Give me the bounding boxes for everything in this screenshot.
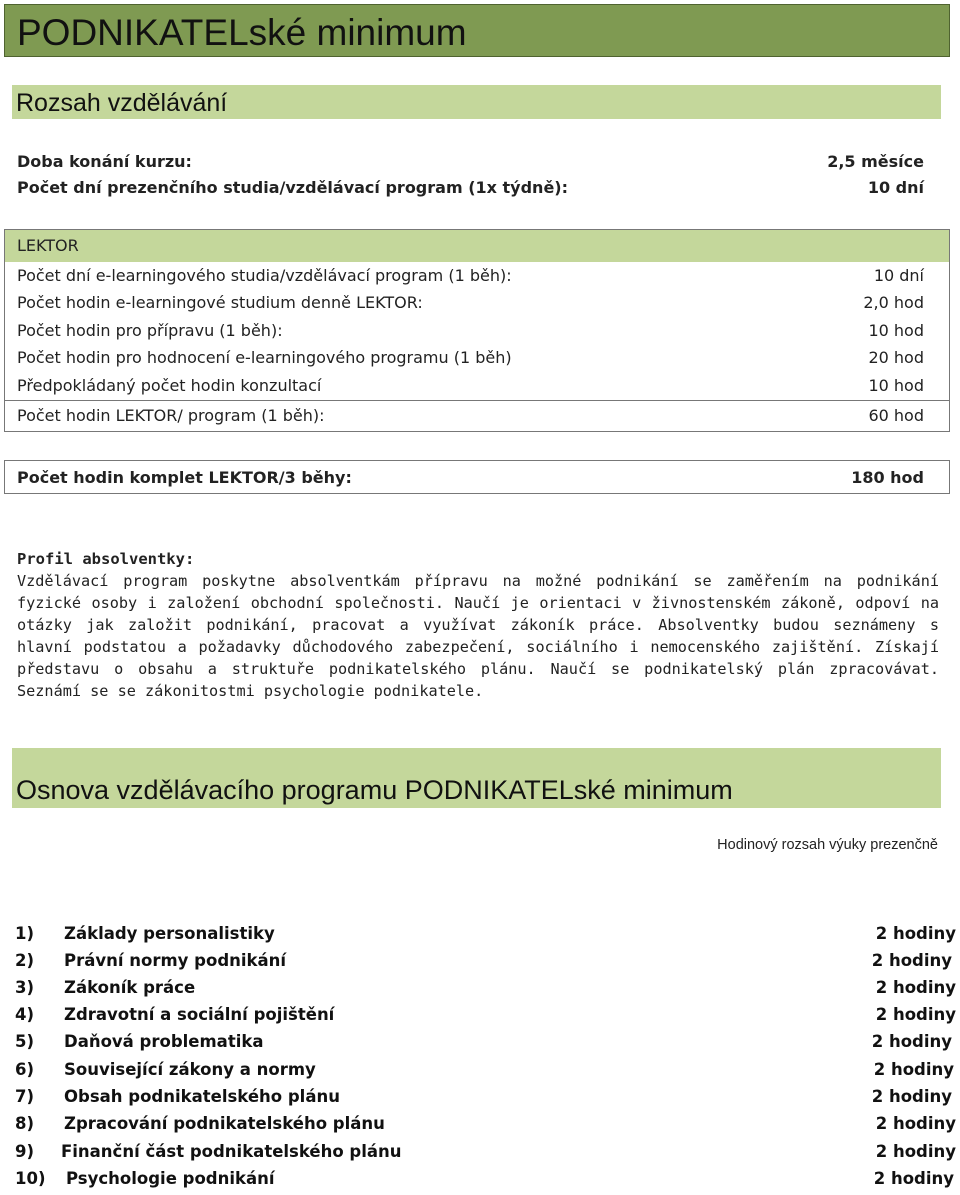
section-heading-scope-text: Rozsah vzdělávání [16, 89, 228, 117]
lektor-row-label: Počet dní e-learningového studia/vzdělávací program (1 běh): [17, 266, 512, 285]
course-duration-row [0, 152, 960, 174]
lektor-row [0, 376, 960, 398]
outline-item-topic: Základy personalistiky [64, 924, 275, 943]
outline-item-hours: 2 hodiny [871, 951, 952, 970]
outline-item [0, 978, 960, 1002]
outline-item-topic: Obsah podnikatelského plánu [64, 1087, 340, 1106]
course-duration-value: 2,5 měsíce [827, 152, 924, 171]
lektor-row-value: 10 hod [868, 376, 924, 395]
outline-item-hours: 2 hodiny [875, 1005, 956, 1024]
outline-item [0, 1060, 960, 1084]
graduate-profile-text: Vzdělávací program poskytne absolventkám přípravu na možné podnikání se zaměřením na podnikání fyzické osoby i založení obchodní společnosti. Naučí je orientaci v živnostenském zákoně, odpoví na otázky jak založit podnikání, pracovat a využívat zákoník práce. Absolventky budou seznámeny s hlavní podstatou a požadavky důchodového zabezpečení, sociálního i nemocenského zajištění. Získají představu o obsahu a struktuře podnikatelského plánu. Naučí se podnikatelský plán zpracovávat. Seznámí se se zákonitostmi psychologie podnikatele. [17, 572, 939, 700]
graduate-profile [17, 548, 939, 702]
lektor-header-row [0, 236, 960, 258]
outline-item-hours: 2 hodiny [871, 1087, 952, 1106]
outline-item-hours: 2 hodiny [875, 1142, 956, 1161]
lektor-row [0, 321, 960, 343]
graduate-profile-heading: Profil absolventky: [17, 550, 195, 568]
lektor-total-label: Počet hodin LEKTOR/ program (1 běh): [17, 406, 325, 425]
outline-item-hours: 2 hodiny [875, 978, 956, 997]
outline-item-topic: Právní normy podnikání [64, 951, 287, 970]
section-heading-outline-text: Osnova vzdělávacího programu PODNIKATELské minimum [16, 775, 733, 805]
outline-item [0, 1142, 960, 1166]
lektor-total-row [0, 406, 960, 428]
outline-item [0, 1169, 960, 1193]
outline-item [0, 1032, 960, 1056]
lektor-total-value: 60 hod [868, 406, 924, 425]
outline-item-topic: Související zákony a normy [64, 1060, 316, 1079]
outline-item-number: 7) [15, 1087, 35, 1106]
outline-item-hours: 2 hodiny [875, 924, 956, 943]
outline-item [0, 924, 960, 948]
outline-item-number: 9) [15, 1142, 35, 1161]
lektor-row-value: 2,0 hod [863, 293, 924, 312]
course-duration-label: Doba konání kurzu: [17, 152, 192, 171]
lektor-row [0, 293, 960, 315]
lektor-row-value: 10 hod [868, 321, 924, 340]
attendance-days-row [0, 178, 960, 200]
outline-item [0, 1005, 960, 1029]
attendance-days-label: Počet dní prezenčního studia/vzdělávací program (1x týdně): [17, 178, 569, 197]
outline-item-topic: Zákoník práce [64, 978, 196, 997]
outline-item-number: 4) [15, 1005, 35, 1024]
lektor-header: LEKTOR [17, 236, 79, 255]
grand-total-row [0, 468, 960, 490]
outline-item-number: 5) [15, 1032, 35, 1051]
outline-item-number: 6) [15, 1060, 35, 1079]
outline-item-topic: Finanční část podnikatelského plánu [61, 1142, 402, 1161]
lektor-row-label: Počet hodin pro hodnocení e-learningového programu (1 běh) [17, 348, 512, 367]
grand-total-value: 180 hod [851, 468, 924, 487]
outline-item-number: 8) [15, 1114, 35, 1133]
hours-note: Hodinový rozsah výuky prezenčně [717, 837, 938, 853]
lektor-row-label: Předpokládaný počet hodin konzultací [17, 376, 322, 395]
outline-item-hours: 2 hodiny [873, 1060, 954, 1079]
outline-item-number: 3) [15, 978, 35, 997]
outline-item-number: 1) [15, 924, 35, 943]
lektor-row [0, 348, 960, 370]
grand-total-label: Počet hodin komplet LEKTOR/3 běhy: [17, 468, 352, 487]
outline-item-hours: 2 hodiny [871, 1032, 952, 1051]
attendance-days-value: 10 dní [867, 178, 924, 197]
outline-item-topic: Psychologie podnikání [66, 1169, 275, 1188]
document-title-bar [4, 4, 950, 57]
outline-item [0, 1114, 960, 1138]
outline-item-number: 2) [15, 951, 35, 970]
lektor-row-value: 20 hod [868, 348, 924, 367]
section-heading-scope [12, 85, 941, 119]
lektor-row [0, 266, 960, 288]
lektor-divider [5, 400, 949, 401]
lektor-row-label: Počet hodin pro přípravu (1 běh): [17, 321, 283, 340]
lektor-row-label: Počet hodin e-learningové studium denně LEKTOR: [17, 293, 423, 312]
outline-item-topic: Zdravotní a sociální pojištění [64, 1005, 335, 1024]
outline-item [0, 1087, 960, 1111]
outline-item-hours: 2 hodiny [875, 1114, 956, 1133]
lektor-row-value: 10 dní [873, 266, 924, 285]
outline-item [0, 951, 960, 975]
section-heading-outline [12, 748, 941, 808]
outline-item-topic: Daňová problematika [64, 1032, 264, 1051]
outline-item-hours: 2 hodiny [873, 1169, 954, 1188]
document-title: PODNIKATELské minimum [17, 12, 467, 53]
outline-item-topic: Zpracování podnikatelského plánu [64, 1114, 385, 1133]
outline-item-number: 10) [15, 1169, 46, 1188]
